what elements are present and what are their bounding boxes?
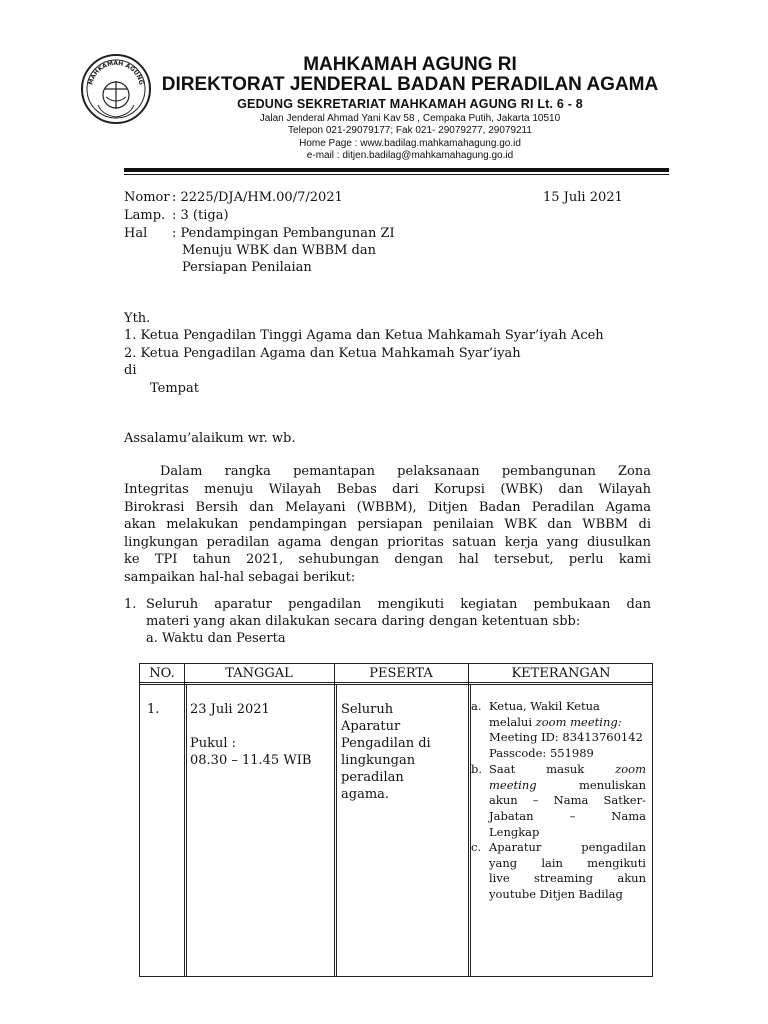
row-peserta-line: Pengadilan di — [341, 736, 431, 751]
ket-letter: a. — [471, 699, 482, 713]
row-peserta-line: lingkungan — [341, 753, 416, 768]
body-line: ke TPI tahun 2021, sehubungan dengan hal tersebut, perlu kami — [124, 552, 651, 567]
ket-line: yang lain mengikuti — [489, 855, 646, 870]
row-peserta-line: Aparatur — [341, 719, 401, 734]
row-peserta-line: peradilan — [341, 770, 404, 785]
row-peserta-line: Seluruh — [341, 702, 394, 717]
lamp-value: : 3 (tiga) — [172, 208, 229, 223]
phone-line: Telepon 021-29079177; Fak 021- 29079277, 29079211 — [288, 125, 532, 136]
row-peserta-line: agama. — [341, 787, 390, 802]
row-no: 1. — [147, 702, 160, 717]
addressee-tempat: Tempat — [150, 381, 199, 396]
ket-line: youtube Ditjen Badilag — [489, 887, 623, 902]
addressee-item: 2. Ketua Pengadilan Agama dan Ketua Mahkamah Syar’iyah — [124, 346, 521, 361]
ket-line: akun – Nama Satker- — [489, 793, 646, 808]
row-pukul-label: Pukul : — [190, 736, 237, 751]
ket-line: Meeting ID: 83413760142 — [489, 730, 643, 745]
ket-line: Saat masuk zoom — [489, 762, 646, 776]
building-name: GEDUNG SEKRETARIAT MAHKAMAH AGUNG RI Lt. 6 - 8 — [237, 97, 583, 111]
hal-label: Hal — [124, 226, 148, 241]
institution-name: MAHKAMAH AGUNG RI — [303, 54, 517, 75]
table-divider — [184, 664, 185, 976]
ket-line: Ketua, Wakil Ketua — [489, 699, 600, 713]
ket-letter: b. — [471, 762, 483, 776]
letter-date: 15 Juli 2021 — [543, 190, 623, 205]
ket-line: Jabatan – Nama — [489, 809, 646, 824]
nomor-label: Nomor — [124, 190, 170, 205]
lamp-label: Lamp. — [124, 208, 166, 223]
table-divider — [470, 684, 471, 976]
point-line: materi yang akan dilakukan secara daring dengan ketentuan sbb: — [146, 614, 581, 629]
body-line: sampaikan hal-hal sebagai berikut: — [124, 570, 356, 585]
header-keterangan: KETERANGAN — [511, 666, 611, 681]
greeting: Assalamu’alaikum wr. wb. — [124, 431, 296, 446]
body-line: akan melakukan pendampingan persiapan penilaian WBK dan WBBM di — [124, 517, 651, 532]
row-tanggal: 23 Juli 2021 — [190, 702, 270, 717]
hal-line: : Pendampingan Pembangunan ZI — [172, 226, 395, 241]
table-divider — [140, 682, 652, 683]
svg-text:MAHKAMAH AGUNG: MAHKAMAH AGUNG — [87, 59, 145, 86]
email-line: e-mail : ditjen.badilag@mahkamahagung.go.id — [306, 150, 514, 161]
body-line: lingkungan peradilan agama dengan prioritas satuan kerja yang diusulkan — [124, 535, 651, 550]
address-line: Jalan Jenderal Ahmad Yani Kav 58 , Cempaka Putih, Jakarta 10510 — [259, 113, 561, 124]
table-divider — [140, 684, 652, 685]
ket-line: Aparatur pengadilan — [489, 840, 646, 854]
body-line: Dalam rangka pemantapan pelaksanaan pembangunan Zona — [160, 464, 651, 479]
ket-line: Passcode: 551989 — [489, 746, 594, 761]
hal-line: Menuju WBK dan WBBM dan — [182, 243, 376, 258]
homepage-line: Home Page : www.badilag.mahkamahagung.go.id — [299, 138, 521, 149]
schedule-table — [139, 663, 653, 977]
body-line: Birokrasi Bersih dan Melayani (WBBM), Ditjen Badan Peradilan Agama — [124, 500, 651, 515]
ket-letter: c. — [471, 840, 482, 854]
nomor-value: : 2225/DJA/HM.00/7/2021 — [172, 190, 343, 205]
header-peserta: PESERTA — [369, 666, 433, 681]
point-number: 1. — [124, 597, 137, 612]
point-line: Seluruh aparatur pengadilan mengikuti kegiatan pembukaan dan — [146, 597, 651, 612]
mahkamah-agung-logo — [80, 53, 152, 125]
hal-line: Persiapan Penilaian — [182, 260, 312, 275]
table-divider — [468, 664, 469, 976]
header-tanggal: TANGGAL — [225, 666, 293, 681]
ket-line: melalui zoom meeting: — [489, 714, 622, 729]
table-divider — [336, 684, 337, 976]
yth: Yth. — [124, 311, 151, 326]
table-divider — [334, 664, 335, 976]
ket-line: Lengkap — [489, 824, 540, 839]
letterhead-rule-thick — [124, 168, 669, 172]
directorate-name: DIREKTORAT JENDERAL BADAN PERADILAN AGAMA — [161, 74, 659, 95]
ket-line: live streaming akun — [489, 871, 646, 886]
body-line: Integritas menuju Wilayah Bebas dari Korupsi (WBK) dan Wilayah — [124, 482, 651, 497]
addressee-di: di — [124, 363, 137, 378]
row-pukul: 08.30 – 11.45 WIB — [190, 753, 312, 768]
sub-point: a. Waktu dan Peserta — [146, 631, 286, 646]
letterhead-rule-thin — [124, 174, 669, 175]
table-divider — [186, 684, 187, 976]
header-no: NO. — [149, 666, 175, 681]
addressee-item: 1. Ketua Pengadilan Tinggi Agama dan Ketua Mahkamah Syar’iyah Aceh — [124, 328, 604, 343]
ket-line: meeting menuliskan — [489, 777, 646, 792]
